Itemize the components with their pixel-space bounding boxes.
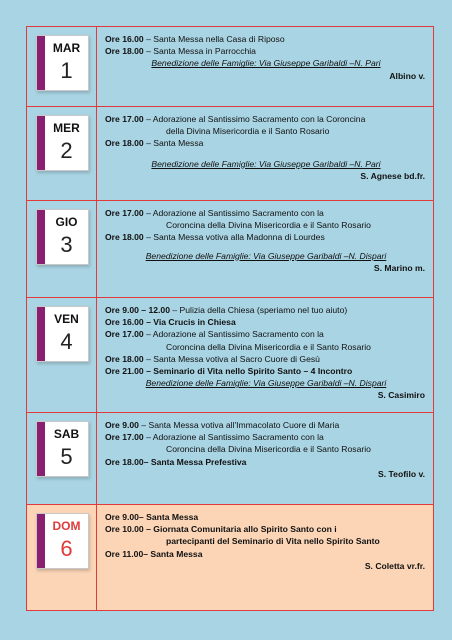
event-line (105, 137, 427, 149)
events-column (97, 107, 433, 200)
date-column (27, 505, 97, 610)
event-time: Ore 16.00 (105, 34, 144, 44)
calendar-icon (36, 513, 89, 569)
saint-of-day: S. Casimiro (377, 390, 425, 401)
day-number: 5 (60, 444, 73, 469)
calendar-icon (36, 421, 89, 477)
day-name: MAR (52, 41, 81, 55)
event-line (105, 365, 427, 377)
event-time: Ore 18.00 (105, 353, 144, 364)
day-number: 2 (60, 138, 73, 163)
event-time: Ore 9.00 (105, 512, 139, 522)
event-text: – Giornata Comunitaria allo Spirito Santo con i (143, 524, 337, 535)
date-column (27, 201, 97, 297)
day-row (27, 27, 433, 107)
date-column (27, 298, 97, 412)
event-text: – Adorazione al Santissimo Sacramento con la (143, 329, 324, 340)
saint-of-day: S. Agnese bd.fr. (360, 170, 425, 181)
event-text: – Santa Messa votiva all'Immacolato Cuore di Maria (138, 420, 340, 430)
event-continuation: Coroncina della Divina Misericordia e il Santo Rosario (166, 444, 371, 455)
saint-of-day: S. Coletta vr.fr. (364, 560, 425, 571)
saint-of-day: S. Teofilo v. (378, 468, 425, 479)
event-line (105, 113, 427, 125)
day-name: VEN (54, 312, 79, 326)
date-column (27, 27, 97, 106)
day-row (27, 298, 433, 413)
event-time: Ore 18.00 (105, 456, 144, 467)
event-time: Ore 16.00 (105, 317, 144, 328)
event-line (105, 456, 427, 468)
event-line (105, 304, 427, 316)
event-time: Ore 17.00 (105, 329, 144, 340)
saint-of-day: S. Marino m. (373, 262, 425, 273)
blessing-note: Benedizione delle Famiglie: Via Giuseppe Garibaldi –N. Dispari (145, 378, 387, 389)
event-line (105, 523, 427, 535)
event-time: Ore 18.00 (105, 46, 144, 57)
event-continuation: della Divina Misericordia e il Santo Rosario (166, 126, 330, 137)
date-column (27, 107, 97, 200)
event-continuation: Coroncina della Divina Misericordia e il Santo Rosario (166, 341, 371, 352)
date-column (27, 413, 97, 504)
event-line (105, 231, 427, 243)
event-line (105, 431, 427, 443)
event-text: – Santa Messa (143, 548, 203, 559)
day-row (27, 505, 433, 611)
spacer (105, 150, 427, 158)
event-time: Ore 18.00 (105, 232, 144, 243)
day-number: 3 (60, 232, 73, 257)
event-text: – Santa Messa Prefestiva (143, 456, 247, 467)
event-text: – Santa Messa (138, 512, 199, 522)
event-time: Ore 11.00 (105, 548, 144, 559)
weekly-schedule (26, 26, 434, 611)
calendar-binding (37, 422, 45, 476)
event-text: – Santa Messa nella Casa di Riposo (143, 34, 285, 44)
day-row (27, 413, 433, 505)
event-time: Ore 17.00 (105, 208, 144, 218)
day-number: 4 (60, 329, 73, 354)
calendar-binding (37, 210, 45, 264)
calendar-icon (36, 306, 89, 362)
day-number: 1 (60, 58, 73, 83)
events-column (97, 298, 433, 412)
day-row (27, 107, 433, 201)
blessing-note: Benedizione delle Famiglie: Via Giuseppe Garibaldi –N. Pari (151, 158, 381, 169)
calendar-binding (37, 116, 45, 170)
event-line (105, 316, 427, 328)
events-column (97, 413, 433, 504)
event-line (105, 328, 427, 340)
event-time: Ore 10.00 (105, 524, 144, 535)
calendar-binding (37, 307, 45, 361)
saint-of-day: Albino v. (389, 70, 425, 81)
event-text: – Santa Messa in Parrocchia (143, 46, 256, 57)
event-time: Ore 18.00 (105, 138, 144, 149)
day-number: 6 (60, 536, 73, 561)
event-line (105, 207, 427, 219)
event-text: – Adorazione al Santissimo Sacramento con la (143, 208, 324, 218)
events-column (97, 505, 433, 610)
event-line (105, 353, 427, 365)
calendar-icon (36, 35, 89, 91)
event-text: – Seminario di Vita nello Spirito Santo – 4 Incontro (143, 366, 353, 377)
day-name: SAB (53, 427, 80, 441)
event-text: – Santa Messa votiva alla Madonna di Lourdes (143, 232, 325, 243)
event-line (105, 419, 427, 431)
event-continuation: Coroncina della Divina Misericordia e il Santo Rosario (166, 220, 371, 231)
calendar-binding (37, 514, 45, 568)
day-name: MER (53, 121, 80, 135)
event-text: – Pulizia della Chiesa (speriamo nel tuo aiuto) (169, 305, 348, 315)
calendar-icon (36, 209, 89, 265)
event-text: – Santa Messa votiva al Sacro Cuore di Gesù (143, 353, 320, 364)
event-text: – Adorazione al Santissimo Sacramento con la (143, 432, 324, 443)
event-line (105, 33, 427, 45)
event-time: Ore 21.00 (105, 366, 144, 377)
day-name: DOM (52, 519, 81, 533)
events-column (97, 201, 433, 297)
day-name: GIO (55, 215, 78, 229)
event-time: Ore 9.00 – 12.00 (105, 305, 170, 315)
event-time: Ore 17.00 (105, 114, 144, 124)
blessing-note: Benedizione delle Famiglie: Via Giuseppe Garibaldi –N. Dispari (145, 250, 387, 261)
event-line (105, 548, 427, 560)
event-text: – Via Crucis in Chiesa (143, 317, 236, 328)
event-time: Ore 9.00 (105, 420, 139, 430)
event-continuation: partecipanti del Seminario di Vita nello Spirito Santo (166, 536, 380, 547)
event-text: – Adorazione al Santissimo Sacramento con la Coroncina (143, 114, 366, 124)
day-row (27, 201, 433, 298)
event-line (105, 511, 427, 523)
events-column (97, 27, 433, 106)
calendar-icon (36, 115, 89, 171)
calendar-binding (37, 36, 45, 90)
event-time: Ore 17.00 (105, 432, 144, 443)
blessing-note: Benedizione delle Famiglie: Via Giuseppe Garibaldi –N. Pari (151, 58, 381, 69)
event-line (105, 45, 427, 57)
event-text: – Santa Messa (143, 138, 204, 149)
